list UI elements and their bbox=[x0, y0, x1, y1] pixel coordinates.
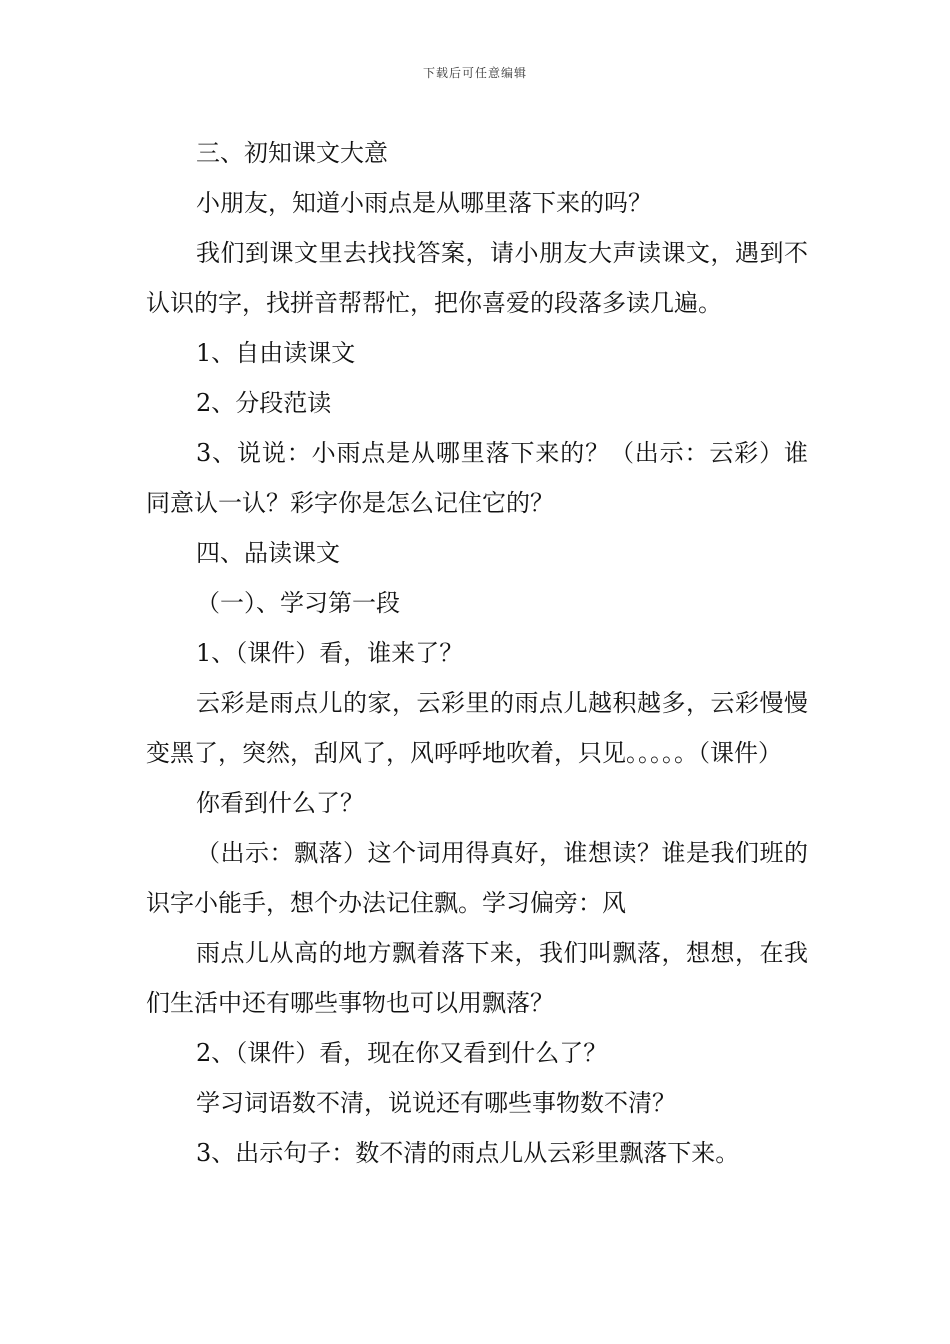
subsection-heading: （一）、学习第一段 bbox=[196, 589, 400, 617]
paragraph: （出示：飘落）这个词用得真好，谁想读？谁是我们班的识字小能手，想个办法记住飘。学习偏旁：风 bbox=[146, 839, 808, 917]
paragraph: 云彩是雨点儿的家，云彩里的雨点儿越积越多，云彩慢慢变黑了，突然，刮风了，风呼呼地吹着，只见。。。。。（课件） bbox=[146, 689, 808, 767]
page-header-note: 下载后可任意编辑 bbox=[422, 66, 527, 80]
list-item: 1、（课件）看，谁来了？ bbox=[196, 639, 464, 667]
list-item: 2、（课件）看，现在你又看到什么了？ bbox=[196, 1039, 608, 1067]
section-heading-3: 三、初知课文大意 bbox=[196, 139, 388, 167]
paragraph: 学习词语数不清，说说还有哪些事物数不清？ bbox=[196, 1089, 676, 1117]
list-item: 1、自由读课文 bbox=[196, 339, 356, 367]
document-body bbox=[146, 128, 808, 1178]
paragraph: 我们到课文里去找找答案，请小朋友大声读课文，遇到不认识的字，找拼音帮帮忙，把你喜爱的段落多读几遍。 bbox=[146, 239, 808, 317]
list-item: 3、出示句子：数不清的雨点儿从云彩里飘落下来。 bbox=[196, 1139, 740, 1167]
list-item: 3、说说：小雨点是从哪里落下来的？（出示：云彩）谁同意认一认？彩字你是怎么记住它的？ bbox=[146, 439, 808, 517]
paragraph: 你看到什么了？ bbox=[196, 789, 364, 817]
paragraph: 小朋友，知道小雨点是从哪里落下来的吗？ bbox=[196, 189, 652, 217]
section-heading-4: 四、品读课文 bbox=[196, 539, 340, 567]
list-item: 2、分段范读 bbox=[196, 389, 332, 417]
paragraph: 雨点儿从高的地方飘着落下来，我们叫飘落，想想，在我们生活中还有哪些事物也可以用飘落？ bbox=[146, 939, 808, 1017]
